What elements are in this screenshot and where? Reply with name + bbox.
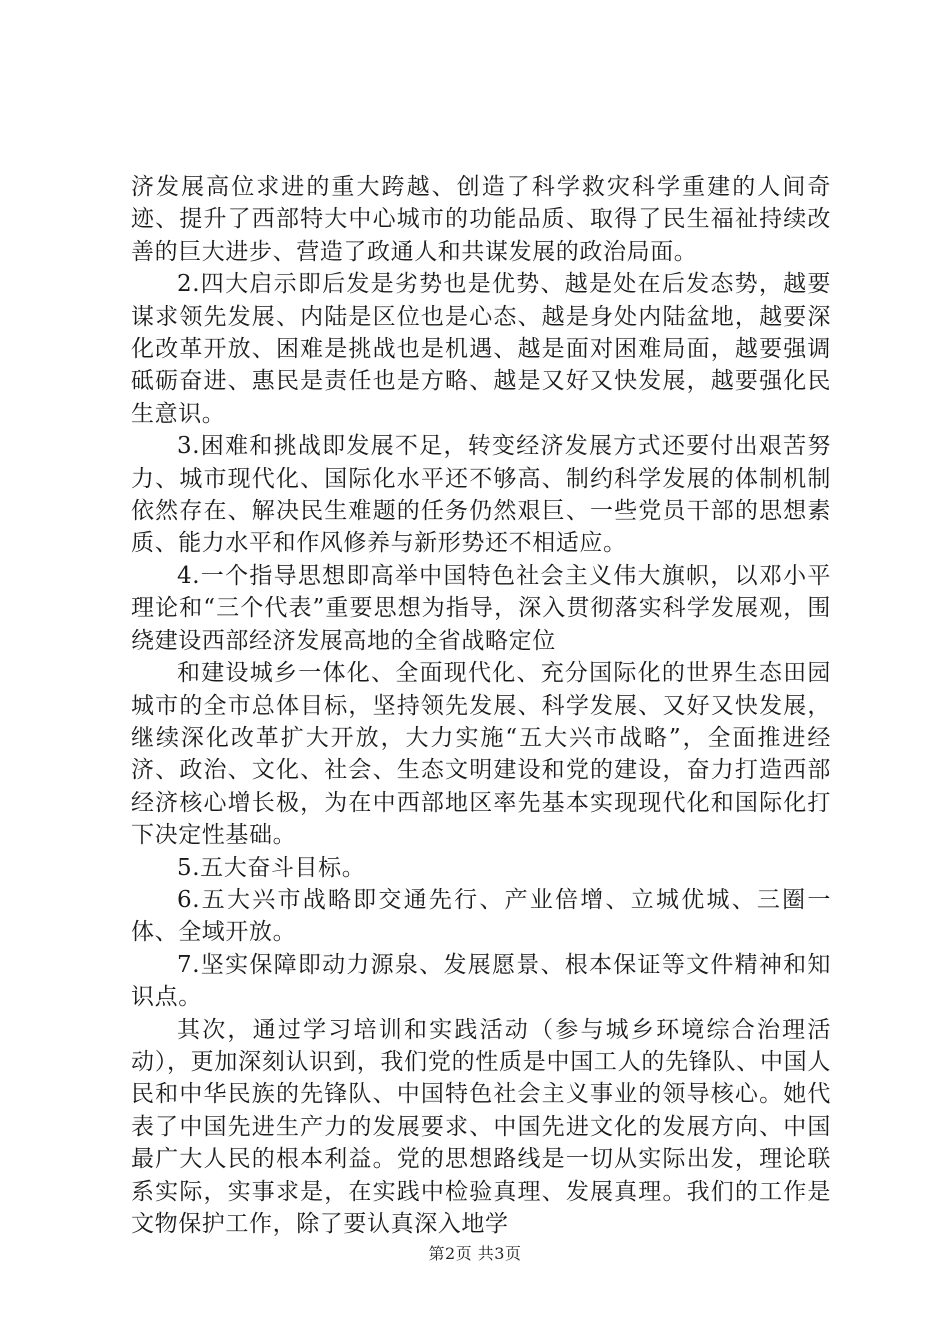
paragraph-4: 4.一个指导思想即高举中国特色社会主义伟大旗帜，以邓小平理论和“三个代表”重要思想为指导，深入贯彻落实科学发展观，围绕建设西部经济发展高地的全省战略定位 bbox=[131, 562, 831, 654]
paragraph-9: 其次，通过学习培训和实践活动（参与城乡环境综合治理活动），更加深刻认识到，我们党的性质是中国工人的先锋队、中国人民和中华民族的先锋队、中国特色社会主义事业的领导核心。她代表了中国先进生产力的发展要求、中国先进文化的发展方向、中国最广大人民的根本利益。党的思想路线是一切从实际出发，理论联系实际，实事求是，在实践中检验真理、发展真理。我们的工作是文物保护工作，除了要认真深入地学 bbox=[131, 1016, 831, 1237]
page-footer: 第2页 共3页 bbox=[428, 1244, 522, 1263]
paragraph-5: 和建设城乡一体化、全面现代化、充分国际化的世界生态田园城市的全市总体目标，坚持领先发展、科学发展、又好又快发展，继续深化改革扩大开放，大力实施“五大兴市战略”，全面推进经济、政治、文化、社会、生态文明建设和党的建设，奋力打造西部经济核心增长极，为在中西部地区率先基本实现现代化和国际化打下决定性基础。 bbox=[131, 660, 831, 849]
paragraph-8: 7.坚实保障即动力源泉、发展愿景、根本保证等文件精神和知识点。 bbox=[131, 951, 831, 1011]
paragraph-7: 6.五大兴市战略即交通先行、产业倍增、立城优城、三圈一体、全域开放。 bbox=[131, 886, 831, 946]
paragraph-1: 济发展高位求进的重大跨越、创造了科学救灾科学重建的人间奇迹、提升了西部特大中心城市的功能品质、取得了民生福祉持续改善的巨大进步、营造了政通人和共谋发展的政治局面。 bbox=[131, 174, 831, 265]
paragraph-2: 2.四大启示即后发是劣势也是优势、越是处在后发态势，越要谋求领先发展、内陆是区位也是心态、越是身处内陆盆地，越要深化改革开放、困难是挑战也是机遇、越是面对困难局面，越要强调砥砺奋进、惠民是责任也是方略、越是又好又快发展，越要强化民生意识。 bbox=[131, 271, 831, 427]
paragraph-6: 5.五大奋斗目标。 bbox=[177, 854, 366, 881]
paragraph-3: 3.困难和挑战即发展不足，转变经济发展方式还要付出艰苦努力、城市现代化、国际化水平还不够高、制约科学发展的体制机制依然存在、解决民生难题的任务仍然艰巨、一些党员干部的思想素质、能力水平和作风修养与新形势还不相适应。 bbox=[131, 433, 831, 557]
document-body bbox=[131, 171, 831, 1240]
